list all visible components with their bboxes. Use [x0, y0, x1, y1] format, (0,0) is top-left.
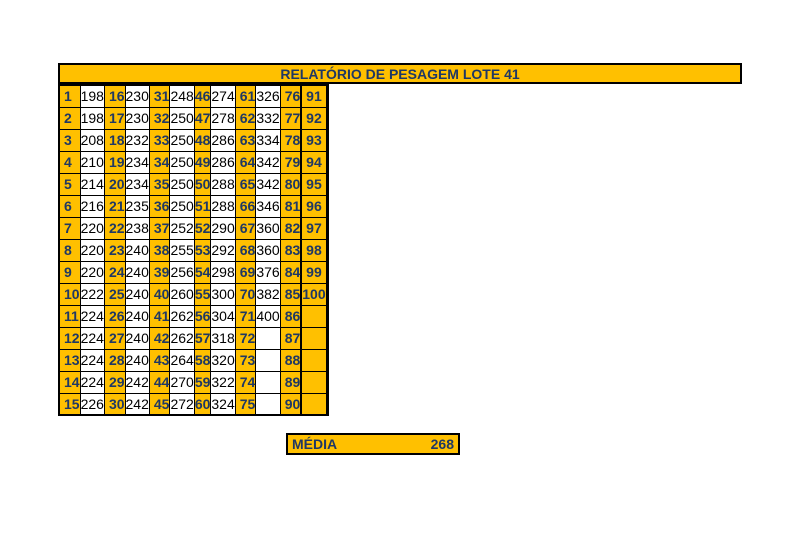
- weight-value-cell: [326, 393, 328, 415]
- weight-value-cell: 242: [125, 371, 149, 393]
- animal-number-cell: 46: [194, 85, 211, 107]
- animal-number-cell: 76: [280, 85, 301, 107]
- table-row: [59, 371, 328, 393]
- animal-number-cell: [302, 371, 326, 393]
- weight-value-cell: [256, 349, 280, 371]
- animal-number-cell: 86: [280, 305, 301, 327]
- animal-number-cell: 87: [280, 327, 301, 349]
- animal-number-cell: 6: [59, 195, 80, 217]
- animal-number-cell: 83: [280, 239, 301, 261]
- weight-value-cell: [326, 283, 328, 305]
- animal-number-cell: 68: [235, 239, 256, 261]
- weight-value-cell: 250: [170, 129, 194, 151]
- weight-value-cell: 326: [256, 85, 280, 107]
- animal-number-cell: 42: [149, 327, 170, 349]
- animal-number-cell: 71: [235, 305, 256, 327]
- animal-number-cell: 81: [280, 195, 301, 217]
- animal-number-cell: 41: [149, 305, 170, 327]
- animal-number-cell: 59: [194, 371, 211, 393]
- weight-value-cell: [326, 151, 328, 173]
- animal-number-cell: 44: [149, 371, 170, 393]
- animal-number-cell: 63: [235, 129, 256, 151]
- animal-number-cell: 58: [194, 349, 211, 371]
- animal-number-cell: 21: [104, 195, 125, 217]
- weight-value-cell: 286: [211, 129, 235, 151]
- weight-value-cell: 234: [125, 173, 149, 195]
- weight-value-cell: 318: [211, 327, 235, 349]
- table-row: [59, 239, 328, 261]
- table-row: [59, 151, 328, 173]
- weight-value-cell: 304: [211, 305, 235, 327]
- animal-number-cell: 37: [149, 217, 170, 239]
- table-row: [59, 327, 328, 349]
- weight-value-cell: 248: [170, 85, 194, 107]
- animal-number-cell: 78: [280, 129, 301, 151]
- animal-number-cell: 47: [194, 107, 211, 129]
- weight-value-cell: 270: [170, 371, 194, 393]
- animal-number-cell: 77: [280, 107, 301, 129]
- animal-number-cell: 9: [59, 261, 80, 283]
- table-row: [59, 283, 328, 305]
- animal-number-cell: 3: [59, 129, 80, 151]
- animal-number-cell: 96: [302, 195, 326, 217]
- weights-table: [58, 84, 329, 416]
- animal-number-cell: 30: [104, 393, 125, 415]
- animal-number-cell: 93: [302, 129, 326, 151]
- animal-number-cell: 38: [149, 239, 170, 261]
- weight-value-cell: 278: [211, 107, 235, 129]
- animal-number-cell: 57: [194, 327, 211, 349]
- animal-number-cell: 1: [59, 85, 80, 107]
- animal-number-cell: 8: [59, 239, 80, 261]
- animal-number-cell: 16: [104, 85, 125, 107]
- animal-number-cell: 49: [194, 151, 211, 173]
- animal-number-cell: 25: [104, 283, 125, 305]
- weight-value-cell: 400: [256, 305, 280, 327]
- animal-number-cell: 73: [235, 349, 256, 371]
- animal-number-cell: 60: [194, 393, 211, 415]
- animal-number-cell: 15: [59, 393, 80, 415]
- weight-value-cell: 224: [80, 349, 104, 371]
- weight-value-cell: 220: [80, 239, 104, 261]
- weight-value-cell: [326, 173, 328, 195]
- animal-number-cell: 40: [149, 283, 170, 305]
- animal-number-cell: 50: [194, 173, 211, 195]
- weight-value-cell: 252: [170, 217, 194, 239]
- weight-value-cell: [326, 217, 328, 239]
- weight-value-cell: 382: [256, 283, 280, 305]
- animal-number-cell: 91: [302, 85, 326, 107]
- animal-number-cell: 92: [302, 107, 326, 129]
- weight-value-cell: 240: [125, 283, 149, 305]
- weight-value-cell: [256, 371, 280, 393]
- weight-value-cell: 224: [80, 371, 104, 393]
- animal-number-cell: 45: [149, 393, 170, 415]
- animal-number-cell: 98: [302, 239, 326, 261]
- animal-number-cell: 72: [235, 327, 256, 349]
- weight-value-cell: 230: [125, 85, 149, 107]
- weight-value-cell: 240: [125, 261, 149, 283]
- weight-value-cell: 262: [170, 327, 194, 349]
- animal-number-cell: 74: [235, 371, 256, 393]
- weight-value-cell: 298: [211, 261, 235, 283]
- weight-value-cell: 232: [125, 129, 149, 151]
- animal-number-cell: 36: [149, 195, 170, 217]
- weight-value-cell: 288: [211, 173, 235, 195]
- animal-number-cell: 43: [149, 349, 170, 371]
- weight-value-cell: 260: [170, 283, 194, 305]
- animal-number-cell: 65: [235, 173, 256, 195]
- weight-value-cell: 240: [125, 327, 149, 349]
- weight-value-cell: [256, 393, 280, 415]
- animal-number-cell: 35: [149, 173, 170, 195]
- animal-number-cell: 14: [59, 371, 80, 393]
- animal-number-cell: 88: [280, 349, 301, 371]
- animal-number-cell: 61: [235, 85, 256, 107]
- animal-number-cell: 64: [235, 151, 256, 173]
- weight-value-cell: 220: [80, 217, 104, 239]
- animal-number-cell: 94: [302, 151, 326, 173]
- report-title: RELATÓRIO DE PESAGEM LOTE 41: [58, 63, 742, 84]
- weight-value-cell: 322: [211, 371, 235, 393]
- weight-value-cell: 235: [125, 195, 149, 217]
- weight-value-cell: [326, 327, 328, 349]
- weight-value-cell: 255: [170, 239, 194, 261]
- weight-value-cell: 360: [256, 217, 280, 239]
- weight-value-cell: 346: [256, 195, 280, 217]
- weight-value-cell: 220: [80, 261, 104, 283]
- weight-value-cell: [326, 371, 328, 393]
- animal-number-cell: 39: [149, 261, 170, 283]
- animal-number-cell: [302, 327, 326, 349]
- weight-value-cell: 256: [170, 261, 194, 283]
- animal-number-cell: 99: [302, 261, 326, 283]
- weight-value-cell: 240: [125, 239, 149, 261]
- weight-value-cell: 214: [80, 173, 104, 195]
- animal-number-cell: 54: [194, 261, 211, 283]
- weight-value-cell: 290: [211, 217, 235, 239]
- animal-number-cell: 13: [59, 349, 80, 371]
- weight-value-cell: 250: [170, 107, 194, 129]
- weight-value-cell: [326, 239, 328, 261]
- animal-number-cell: 97: [302, 217, 326, 239]
- weight-value-cell: [326, 305, 328, 327]
- animal-number-cell: [302, 393, 326, 415]
- table-row: [59, 173, 328, 195]
- table-row: [59, 85, 328, 107]
- animal-number-cell: 95: [302, 173, 326, 195]
- animal-number-cell: 89: [280, 371, 301, 393]
- weight-value-cell: 264: [170, 349, 194, 371]
- weight-value-cell: 376: [256, 261, 280, 283]
- animal-number-cell: 28: [104, 349, 125, 371]
- weight-value-cell: 360: [256, 239, 280, 261]
- table-row: [59, 195, 328, 217]
- weight-value-cell: [326, 129, 328, 151]
- average-summary: [286, 433, 460, 455]
- animal-number-cell: 7: [59, 217, 80, 239]
- animal-number-cell: 66: [235, 195, 256, 217]
- animal-number-cell: 53: [194, 239, 211, 261]
- weight-value-cell: 224: [80, 305, 104, 327]
- animal-number-cell: 75: [235, 393, 256, 415]
- animal-number-cell: 17: [104, 107, 125, 129]
- table-row: [59, 305, 328, 327]
- animal-number-cell: 20: [104, 173, 125, 195]
- animal-number-cell: 29: [104, 371, 125, 393]
- animal-number-cell: 67: [235, 217, 256, 239]
- animal-number-cell: 22: [104, 217, 125, 239]
- table-row: [59, 349, 328, 371]
- weight-value-cell: 238: [125, 217, 149, 239]
- weight-value-cell: 222: [80, 283, 104, 305]
- weight-value-cell: 216: [80, 195, 104, 217]
- weight-value-cell: 274: [211, 85, 235, 107]
- animal-number-cell: 70: [235, 283, 256, 305]
- weight-value-cell: 210: [80, 151, 104, 173]
- weight-value-cell: 292: [211, 239, 235, 261]
- weight-value-cell: [326, 261, 328, 283]
- weight-value-cell: 342: [256, 173, 280, 195]
- animal-number-cell: 56: [194, 305, 211, 327]
- weight-value-cell: 250: [170, 151, 194, 173]
- table-row: [59, 107, 328, 129]
- weight-value-cell: [326, 195, 328, 217]
- weight-value-cell: [326, 85, 328, 107]
- weight-value-cell: 230: [125, 107, 149, 129]
- animal-number-cell: 26: [104, 305, 125, 327]
- animal-number-cell: 90: [280, 393, 301, 415]
- weight-value-cell: 208: [80, 129, 104, 151]
- animal-number-cell: 2: [59, 107, 80, 129]
- animal-number-cell: [302, 305, 326, 327]
- weight-value-cell: 226: [80, 393, 104, 415]
- animal-number-cell: 69: [235, 261, 256, 283]
- weight-value-cell: 262: [170, 305, 194, 327]
- weight-value-cell: 224: [80, 327, 104, 349]
- animal-number-cell: 11: [59, 305, 80, 327]
- weight-value-cell: 320: [211, 349, 235, 371]
- weight-value-cell: 240: [125, 305, 149, 327]
- weight-value-cell: 334: [256, 129, 280, 151]
- animal-number-cell: 10: [59, 283, 80, 305]
- weight-value-cell: 242: [125, 393, 149, 415]
- animal-number-cell: 32: [149, 107, 170, 129]
- weight-value-cell: 300: [211, 283, 235, 305]
- weight-value-cell: 288: [211, 195, 235, 217]
- animal-number-cell: 19: [104, 151, 125, 173]
- animal-number-cell: 31: [149, 85, 170, 107]
- animal-number-cell: 100: [302, 283, 326, 305]
- table-row: [59, 261, 328, 283]
- animal-number-cell: 12: [59, 327, 80, 349]
- animal-number-cell: 4: [59, 151, 80, 173]
- weight-value-cell: 240: [125, 349, 149, 371]
- weight-value-cell: 234: [125, 151, 149, 173]
- animal-number-cell: 5: [59, 173, 80, 195]
- weight-value-cell: 324: [211, 393, 235, 415]
- table-row: [59, 217, 328, 239]
- animal-number-cell: 62: [235, 107, 256, 129]
- animal-number-cell: 52: [194, 217, 211, 239]
- weight-value-cell: 286: [211, 151, 235, 173]
- weight-value-cell: 250: [170, 195, 194, 217]
- table-row: [59, 393, 328, 415]
- animal-number-cell: 23: [104, 239, 125, 261]
- animal-number-cell: 55: [194, 283, 211, 305]
- weight-value-cell: 198: [80, 85, 104, 107]
- animal-number-cell: 18: [104, 129, 125, 151]
- animal-number-cell: 27: [104, 327, 125, 349]
- animal-number-cell: 82: [280, 217, 301, 239]
- weight-value-cell: [326, 349, 328, 371]
- weight-value-cell: 250: [170, 173, 194, 195]
- animal-number-cell: 80: [280, 173, 301, 195]
- animal-number-cell: 85: [280, 283, 301, 305]
- animal-number-cell: 84: [280, 261, 301, 283]
- table-row: [59, 129, 328, 151]
- weight-value-cell: [326, 107, 328, 129]
- weight-value-cell: 342: [256, 151, 280, 173]
- animal-number-cell: 24: [104, 261, 125, 283]
- animal-number-cell: [302, 349, 326, 371]
- average-label: MÉDIA: [292, 436, 338, 452]
- animal-number-cell: 79: [280, 151, 301, 173]
- weight-value-cell: 272: [170, 393, 194, 415]
- average-value: 268: [430, 436, 454, 452]
- weight-value-cell: 332: [256, 107, 280, 129]
- animal-number-cell: 34: [149, 151, 170, 173]
- animal-number-cell: 33: [149, 129, 170, 151]
- animal-number-cell: 51: [194, 195, 211, 217]
- animal-number-cell: 48: [194, 129, 211, 151]
- weight-value-cell: 198: [80, 107, 104, 129]
- weight-value-cell: [256, 327, 280, 349]
